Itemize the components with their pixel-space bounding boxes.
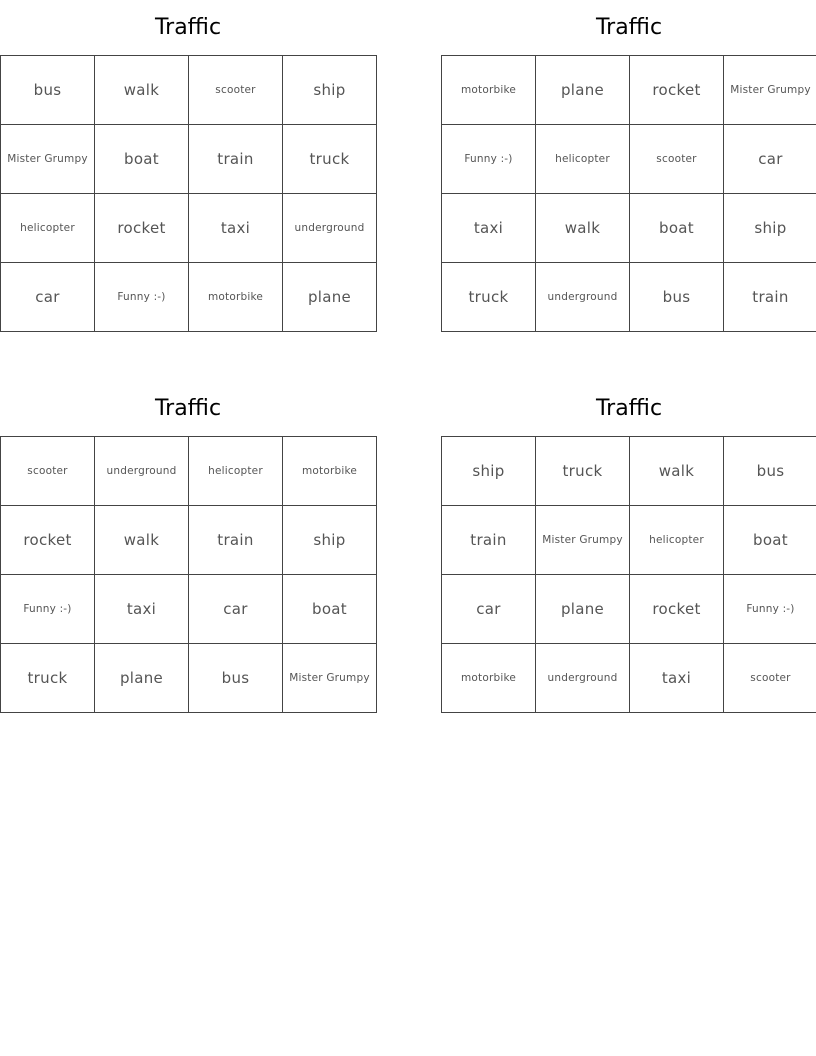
grid-row [442, 506, 816, 575]
grid-cell: underground [536, 644, 630, 713]
card-title: Traffic [154, 15, 222, 40]
grid-cell: scooter [724, 644, 816, 713]
grid-cell: scooter [189, 56, 283, 125]
grid-cell: Mister Grumpy [536, 506, 630, 575]
grid-row [1, 194, 377, 263]
grid-cell: motorbike [442, 56, 536, 125]
grid-cell: train [442, 506, 536, 575]
grid-row [1, 437, 377, 506]
grid-cell: boat [95, 125, 189, 194]
grid-row [1, 644, 377, 713]
card-title: Traffic [154, 396, 222, 421]
bingo-grid [0, 55, 377, 332]
grid-row [442, 125, 816, 194]
grid-cell: truck [442, 263, 536, 332]
grid-cell: truck [1, 644, 95, 713]
grid-row [1, 125, 377, 194]
grid-cell: helicopter [536, 125, 630, 194]
grid-cell: walk [95, 56, 189, 125]
bingo-card-2 [441, 0, 816, 332]
grid-cell: ship [283, 506, 377, 575]
grid-cell: walk [95, 506, 189, 575]
bingo-grid [441, 55, 816, 332]
bingo-card-4 [441, 381, 816, 713]
grid-cell: underground [95, 437, 189, 506]
grid-cell: helicopter [189, 437, 283, 506]
grid-cell: rocket [1, 506, 95, 575]
grid-cell: Mister Grumpy [724, 56, 816, 125]
grid-cell: plane [283, 263, 377, 332]
grid-cell: Mister Grumpy [283, 644, 377, 713]
grid-cell: Funny :-) [95, 263, 189, 332]
grid-cell: bus [630, 263, 724, 332]
grid-cell: helicopter [1, 194, 95, 263]
grid-cell: scooter [630, 125, 724, 194]
grid-cell: walk [630, 437, 724, 506]
grid-cell: car [724, 125, 816, 194]
bingo-card-3 [0, 381, 376, 713]
grid-cell: motorbike [442, 644, 536, 713]
grid-row [442, 194, 816, 263]
grid-cell: train [189, 125, 283, 194]
grid-cell: car [442, 575, 536, 644]
grid-cell: plane [536, 56, 630, 125]
grid-cell: ship [283, 56, 377, 125]
grid-cell: underground [536, 263, 630, 332]
grid-cell: motorbike [189, 263, 283, 332]
grid-cell: taxi [630, 644, 724, 713]
grid-row [1, 506, 377, 575]
grid-cell: bus [189, 644, 283, 713]
grid-cell: bus [724, 437, 816, 506]
bingo-grid [441, 436, 816, 713]
grid-cell: rocket [630, 56, 724, 125]
grid-row [442, 263, 816, 332]
grid-row [442, 56, 816, 125]
grid-cell: Funny :-) [442, 125, 536, 194]
grid-cell: Mister Grumpy [1, 125, 95, 194]
grid-row [442, 437, 816, 506]
grid-cell: Funny :-) [724, 575, 816, 644]
grid-cell: taxi [95, 575, 189, 644]
grid-cell: bus [1, 56, 95, 125]
card-title: Traffic [595, 15, 663, 40]
grid-cell: boat [283, 575, 377, 644]
grid-row [442, 644, 816, 713]
grid-cell: underground [283, 194, 377, 263]
grid-cell: ship [724, 194, 816, 263]
grid-row [442, 575, 816, 644]
grid-cell: car [1, 263, 95, 332]
bingo-grid [0, 436, 377, 713]
grid-cell: train [724, 263, 816, 332]
grid-cell: walk [536, 194, 630, 263]
card-title: Traffic [595, 396, 663, 421]
grid-cell: Funny :-) [1, 575, 95, 644]
grid-cell: boat [630, 194, 724, 263]
grid-cell: taxi [189, 194, 283, 263]
grid-cell: car [189, 575, 283, 644]
grid-cell: truck [536, 437, 630, 506]
grid-cell: plane [536, 575, 630, 644]
grid-cell: ship [442, 437, 536, 506]
grid-cell: truck [283, 125, 377, 194]
grid-cell: motorbike [283, 437, 377, 506]
grid-row [1, 263, 377, 332]
grid-cell: scooter [1, 437, 95, 506]
grid-cell: rocket [630, 575, 724, 644]
grid-cell: rocket [95, 194, 189, 263]
bingo-card-1 [0, 0, 376, 332]
grid-row [1, 56, 377, 125]
grid-cell: boat [724, 506, 816, 575]
grid-row [1, 575, 377, 644]
grid-cell: helicopter [630, 506, 724, 575]
grid-cell: plane [95, 644, 189, 713]
grid-cell: train [189, 506, 283, 575]
grid-cell: taxi [442, 194, 536, 263]
